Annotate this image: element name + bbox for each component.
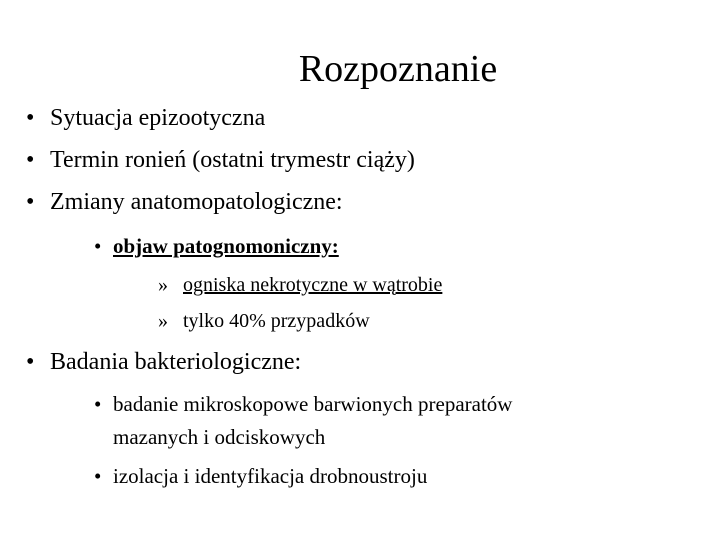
list-item-badanie-line2: mazanych i odciskowych xyxy=(113,425,326,449)
list-item-izolacja: izolacja i identyfikacja drobnoustroju xyxy=(113,464,428,488)
list-item-badanie-line1: badanie mikroskopowe barwionych preparatów xyxy=(113,392,513,416)
list-item-badania: Badania bakteriologiczne: xyxy=(50,349,302,375)
bullet-7: • xyxy=(26,349,35,375)
bullet-6: » xyxy=(158,310,168,332)
bullet-5: » xyxy=(158,274,168,296)
list-item-zmiany: Zmiany anatomopatologiczne: xyxy=(50,189,343,215)
slide-title xyxy=(0,44,720,94)
bullet-9: • xyxy=(94,464,102,488)
list-item-sytuacja: Sytuacja epizootyczna xyxy=(50,105,266,131)
bullet-4: • xyxy=(94,234,102,258)
bullet-1: • xyxy=(26,105,35,131)
list-item-tylko: tylko 40% przypadków xyxy=(183,310,370,332)
list-item-ogniska: ogniska nekrotyczne w wątrobie xyxy=(183,274,443,296)
list-item-termin: Termin ronień (ostatni trymestr ciąży) xyxy=(50,147,415,173)
bullet-3: • xyxy=(26,189,35,215)
list-item-objaw: objaw patognomoniczny: xyxy=(113,234,339,258)
slide-title-text: Rozpoznanie xyxy=(298,48,498,90)
bullet-8: • xyxy=(94,392,102,416)
bullet-2: • xyxy=(26,147,35,173)
